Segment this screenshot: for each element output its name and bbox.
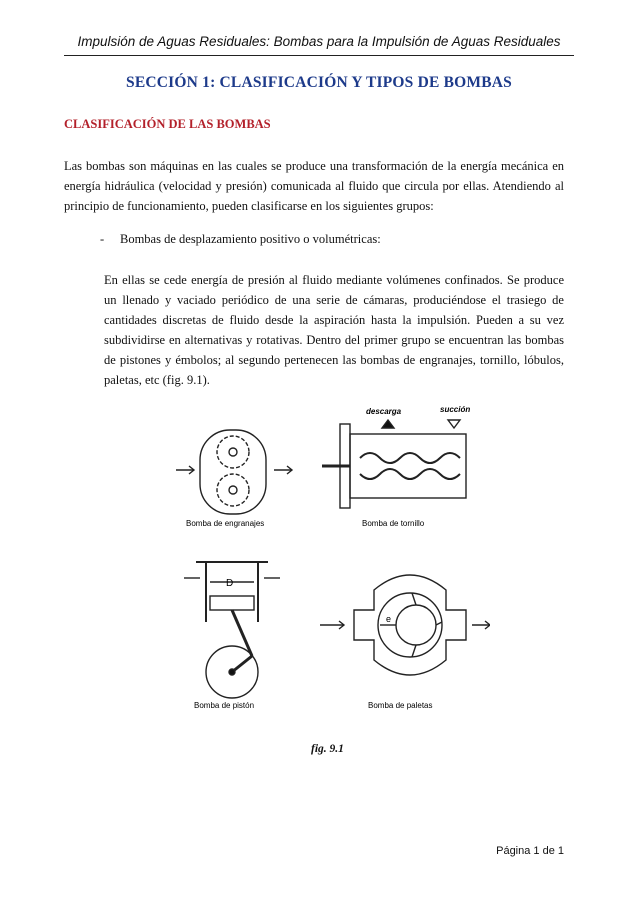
pump-figure: [160, 400, 490, 730]
vane-pump-drawing: [320, 575, 490, 675]
vane-rotor: [396, 605, 436, 645]
screw-pump-body: [350, 434, 466, 498]
vane-2: [436, 622, 442, 625]
crank-center: [229, 669, 235, 675]
header-rule: [64, 55, 574, 56]
screw-pump-label: Bomba de tornillo: [362, 519, 425, 528]
intro-paragraph: Las bombas son máquinas en las cuales se produce una transformación de la energía mecánica en energía hidráulica (velocidad y presión) comunicada al fluido que circula por ellas. Atendiendo al principio de funcionamiento, pueden clasificarse en los siguientes grupos:: [64, 159, 564, 213]
bullet-text: Bombas de desplazamiento positivo o volumétricas:: [120, 232, 381, 246]
crank-arm: [232, 656, 252, 672]
vane-1: [412, 593, 416, 605]
piston: [210, 596, 254, 610]
screw-rotor: [360, 453, 460, 463]
eccentricity-label: e: [386, 614, 392, 624]
vane-pump-casing: [354, 575, 466, 675]
discharge-label: descarga: [366, 407, 402, 416]
suction-label: succión: [440, 405, 471, 414]
screw-rotor-lower: [360, 469, 460, 479]
page-header: Impulsión de Aguas Residuales: Bombas para la Impulsión de Aguas Residuales: [77, 34, 561, 49]
lower-gear-hub: [229, 486, 237, 494]
gear-pump-drawing: [176, 430, 292, 514]
gear-pump-label: Bomba de engranajes: [186, 519, 265, 528]
figure-caption: fig. 9.1: [311, 743, 344, 755]
bullet-marker: -: [100, 232, 105, 246]
pump-drawings: [160, 400, 490, 730]
page-number: Página 1 de 1: [496, 845, 564, 857]
connecting-rod: [232, 610, 252, 656]
upper-gear: [217, 436, 249, 468]
detail-paragraph: En ellas se cede energía de presión al fluido mediante volúmenes confinados. Se produce un llenado y vaciado periódico de una serie de cámaras, produciéndose el trasiego de cantidades discretas de fluido desde la aspiración hasta la impulsión. Pueden a su vez subdividirse en alternativas y rotativas. Dentro del primer grupo se encuentran las bombas de pistones y émbolos; al segundo pertenecen las bombas de engranajes, tornillo, lóbulos, paletas, etc (fig. 9.1).: [104, 273, 564, 387]
subheading: CLASIFICACIÓN DE LAS BOMBAS: [64, 117, 271, 131]
upper-gear-hub: [229, 448, 237, 456]
vane-3: [412, 645, 416, 657]
screw-pump-drawing: [322, 420, 466, 508]
discharge-arrow: [382, 420, 394, 428]
gear-pump-casing: [200, 430, 266, 514]
section-title: SECCIÓN 1: CLASIFICACIÓN Y TIPOS DE BOMBAS: [126, 74, 512, 91]
vane-pump-label: Bomba de paletas: [368, 701, 433, 710]
diameter-label: D: [226, 578, 234, 589]
bullet-item: [100, 232, 381, 247]
piston-pump-label: Bomba de pistón: [194, 701, 255, 710]
lower-gear: [217, 474, 249, 506]
suction-arrow: [448, 420, 460, 428]
